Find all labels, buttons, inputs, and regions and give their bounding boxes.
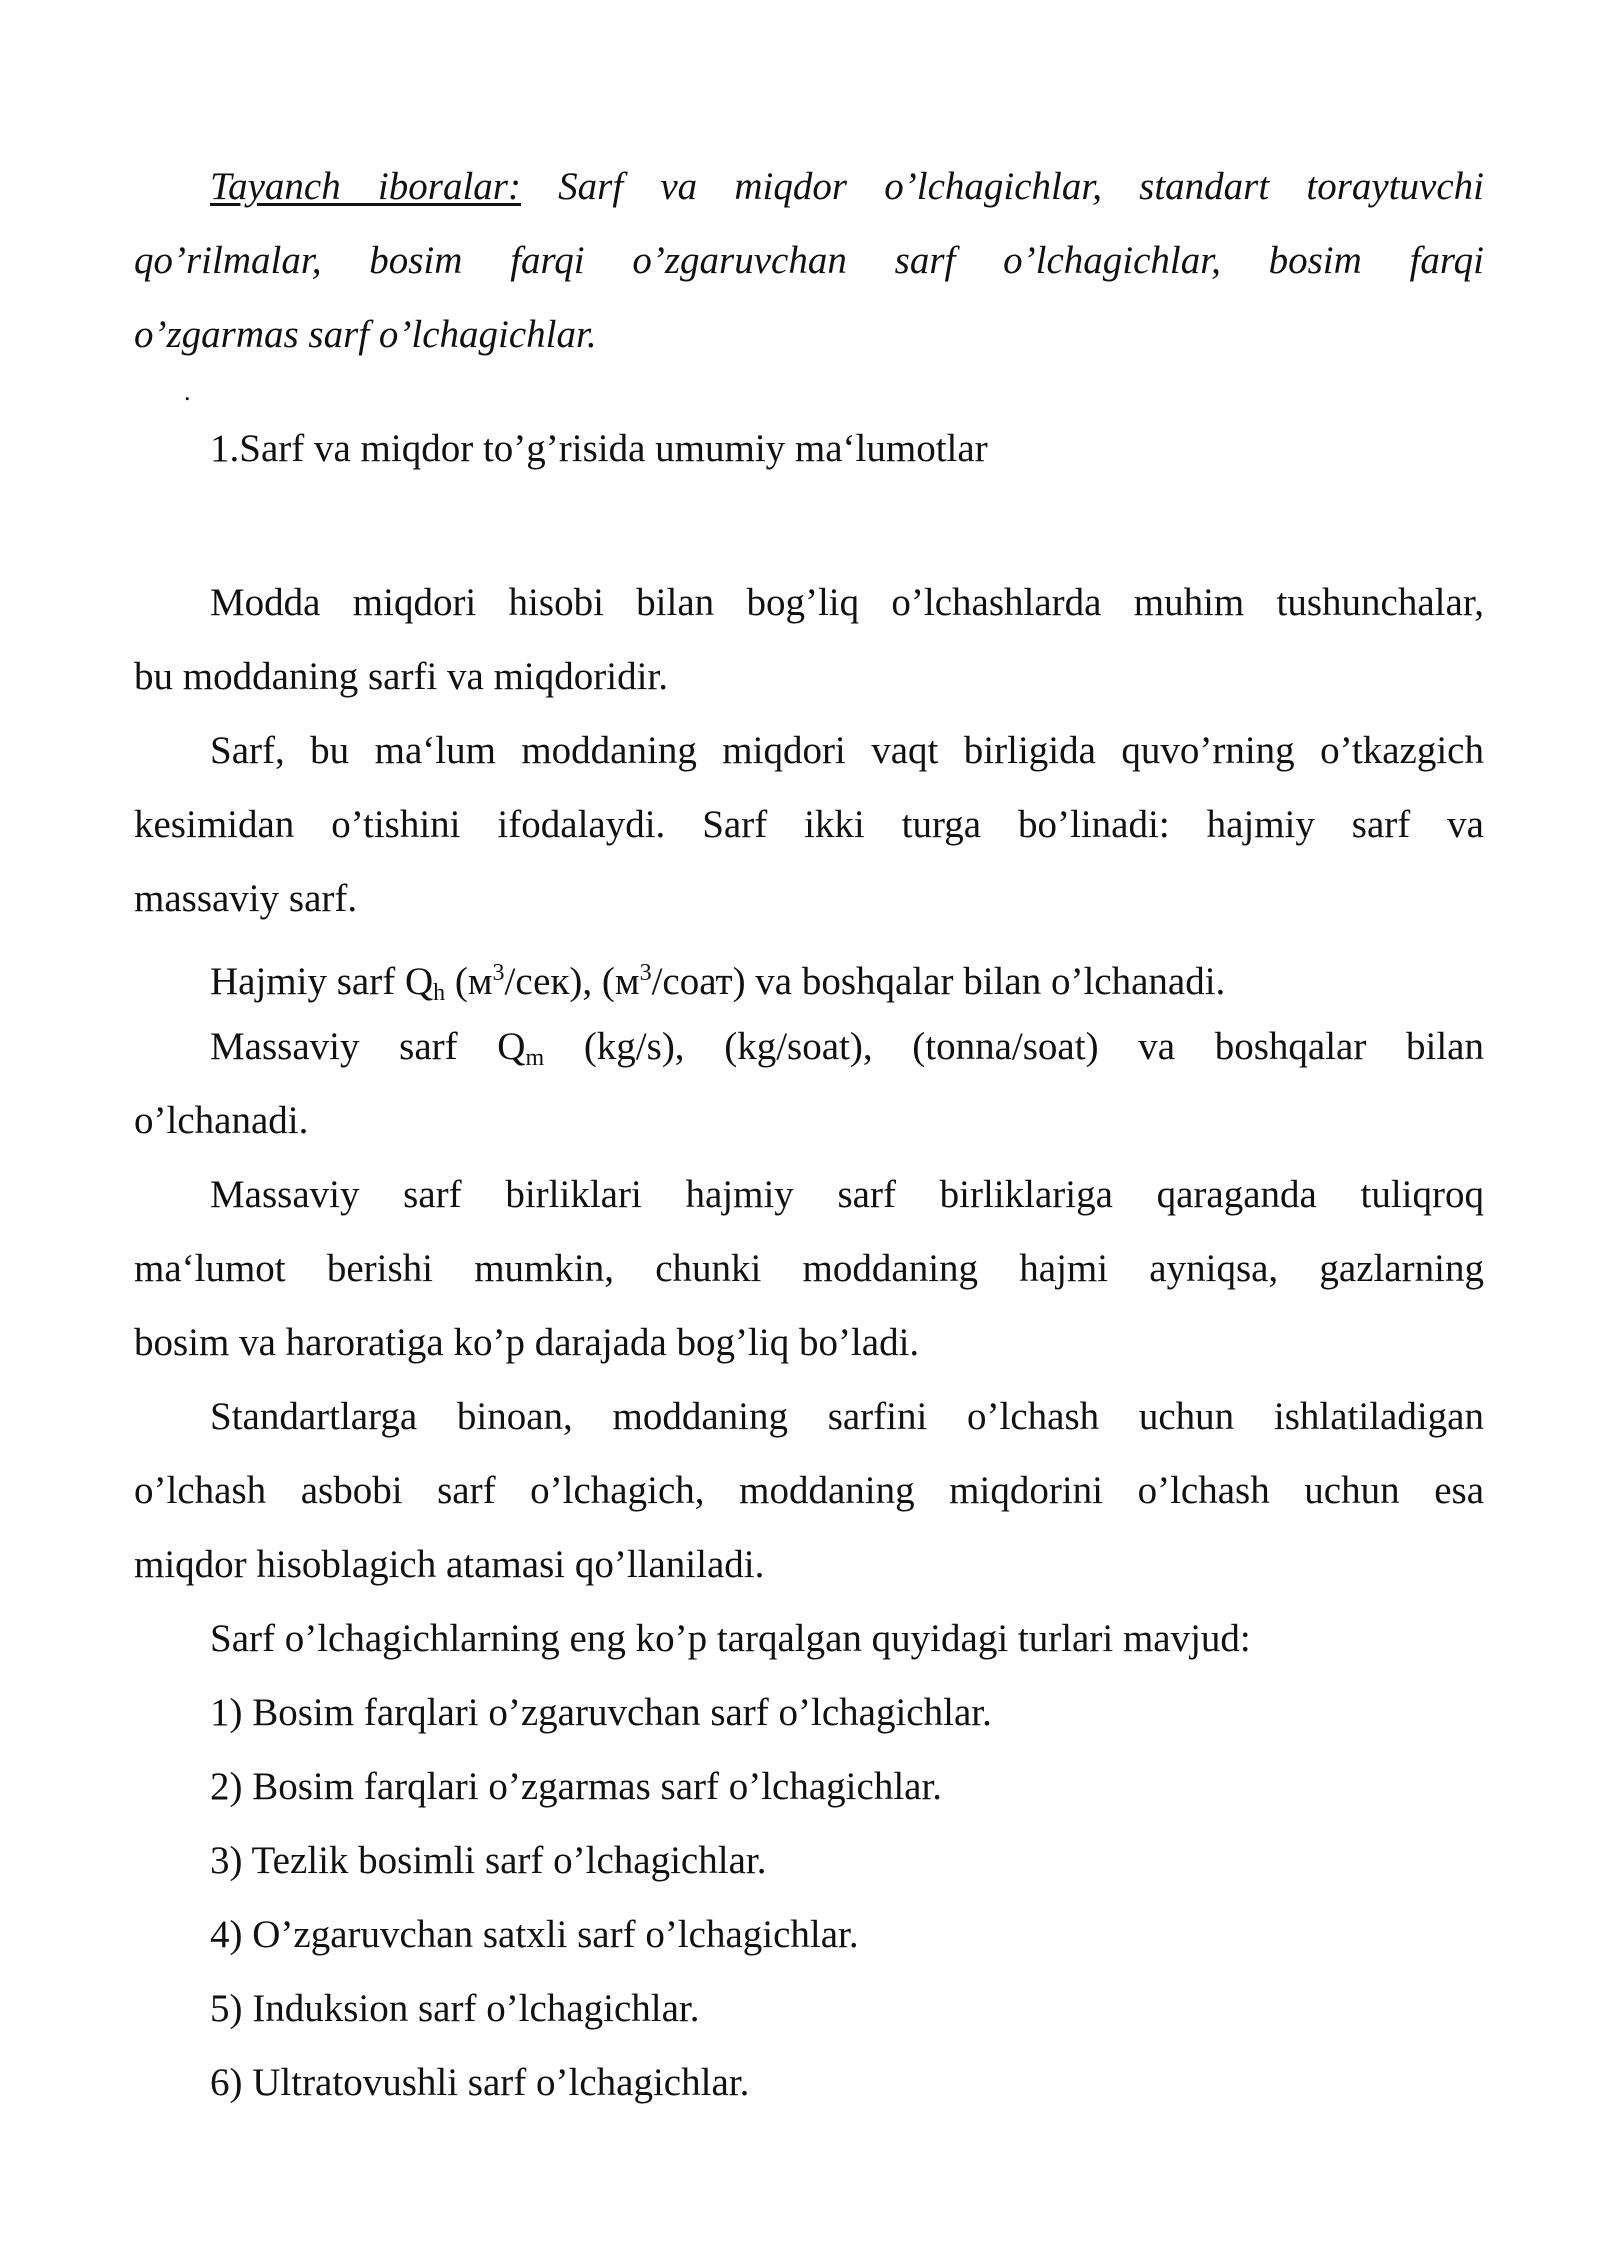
paragraph-7 <box>134 1602 1484 1676</box>
text-segment: /сек), (м <box>504 960 640 1003</box>
paragraph-line: Modda miqdori hisobi bilan bog’liq o’lchashlarda muhim tushunchalar, <box>210 581 1484 624</box>
list-item: 3) Tezlik bosimli sarf o’lchagichlar. <box>210 1839 767 1882</box>
text-segment: (kg/s), (kg/soat), (tonna/soat) va boshqalar bilan <box>544 1025 1484 1068</box>
subscript: m <box>525 1045 545 1071</box>
keywords-line-3: o’zgarmas sarf o’lchagichlar. <box>134 313 597 356</box>
keywords-line-1 <box>134 150 1484 224</box>
paragraph-5 <box>134 1158 1484 1380</box>
paragraph-line: miqdor hisoblagich atamasi qo’llaniladi. <box>134 1543 765 1586</box>
paragraph-line: ma‘lumot berishi mumkin, chunki moddaning hajmi ayniqsa, gazlarning <box>134 1247 1484 1290</box>
list-item: 6) Ultratovushli sarf o’lchagichlar. <box>210 2061 750 2104</box>
section-heading: 1.Sarf va miqdor to’g’risida umumiy ma‘lumotlar <box>210 427 988 470</box>
list-item: 1) Bosim farqlari o’zgaruvchan sarf o’lchagichlar. <box>210 1691 992 1734</box>
keywords-text-1: Sarf va miqdor o’lchagichlar, standart toraytuvchi <box>558 165 1485 208</box>
paragraph-3 <box>134 936 1484 1010</box>
text-segment: /соат) va boshqalar bilan o’lchanadi. <box>651 960 1226 1003</box>
paragraph-6 <box>134 1380 1484 1602</box>
spacer <box>134 486 1484 566</box>
paragraph-line: o’lchash asbobi sarf o’lchagich, moddaning miqdorini o’lchash uchun esa <box>134 1469 1484 1512</box>
keywords-line-2: qo’rilmalar, bosim farqi o’zgaruvchan sarf o’lchagichlar, bosim farqi <box>134 239 1484 282</box>
superscript: 3 <box>492 960 505 986</box>
superscript: 3 <box>639 960 652 986</box>
paragraph-1 <box>134 566 1484 714</box>
keywords-label: Tayanch iboralar: <box>210 165 521 208</box>
subscript: h <box>433 980 446 1006</box>
bullet-dot: . <box>184 377 191 406</box>
paragraph-line <box>134 1010 1484 1084</box>
paragraph-4 <box>134 1010 1484 1158</box>
list-item: 4) O’zgaruvchan satxli sarf o’lchagichlar. <box>210 1913 859 1956</box>
paragraph-line <box>134 936 1484 1010</box>
paragraph-line: kesimidan o’tishini ifodalaydi. Sarf ikki turga bo’linadi: hajmiy sarf va <box>134 803 1484 846</box>
paragraph-line: Sarf o’lchagichlarning eng ko’p tarqalgan quyidagi turlari mavjud: <box>210 1617 1251 1660</box>
paragraph-line: bu moddaning sarfi va miqdoridir. <box>134 655 669 698</box>
paragraph-line: Sarf, bu ma‘lum moddaning miqdori vaqt birligida quvo’rning o’tkazgich <box>210 729 1484 772</box>
text-segment: (м <box>445 960 493 1003</box>
text-segment: Hajmiy sarf Q <box>210 960 434 1003</box>
paragraph-line: bosim va haroratiga ko’p darajada bog’liq bo’ladi. <box>134 1321 920 1364</box>
paragraph-line: Standartlarga binoan, moddaning sarfini o’lchash uchun ishlatiladigan <box>210 1395 1484 1438</box>
paragraph-line: Massaviy sarf birliklari hajmiy sarf birliklariga qaraganda tuliqroq <box>210 1173 1484 1216</box>
paragraph-2 <box>134 714 1484 936</box>
text-segment: Massaviy sarf Q <box>210 1025 526 1068</box>
list-item: 5) Induksion sarf o’lchagichlar. <box>210 1987 700 2030</box>
list-item: 2) Bosim farqlari o’zgarmas sarf o’lchagichlar. <box>210 1765 943 1808</box>
paragraph-line: o’lchanadi. <box>134 1099 309 1142</box>
document-page <box>134 150 1484 2120</box>
paragraph-line: massaviy sarf. <box>134 877 358 920</box>
flowmeter-types-list <box>134 1676 1484 2120</box>
keywords-block <box>134 150 1484 372</box>
